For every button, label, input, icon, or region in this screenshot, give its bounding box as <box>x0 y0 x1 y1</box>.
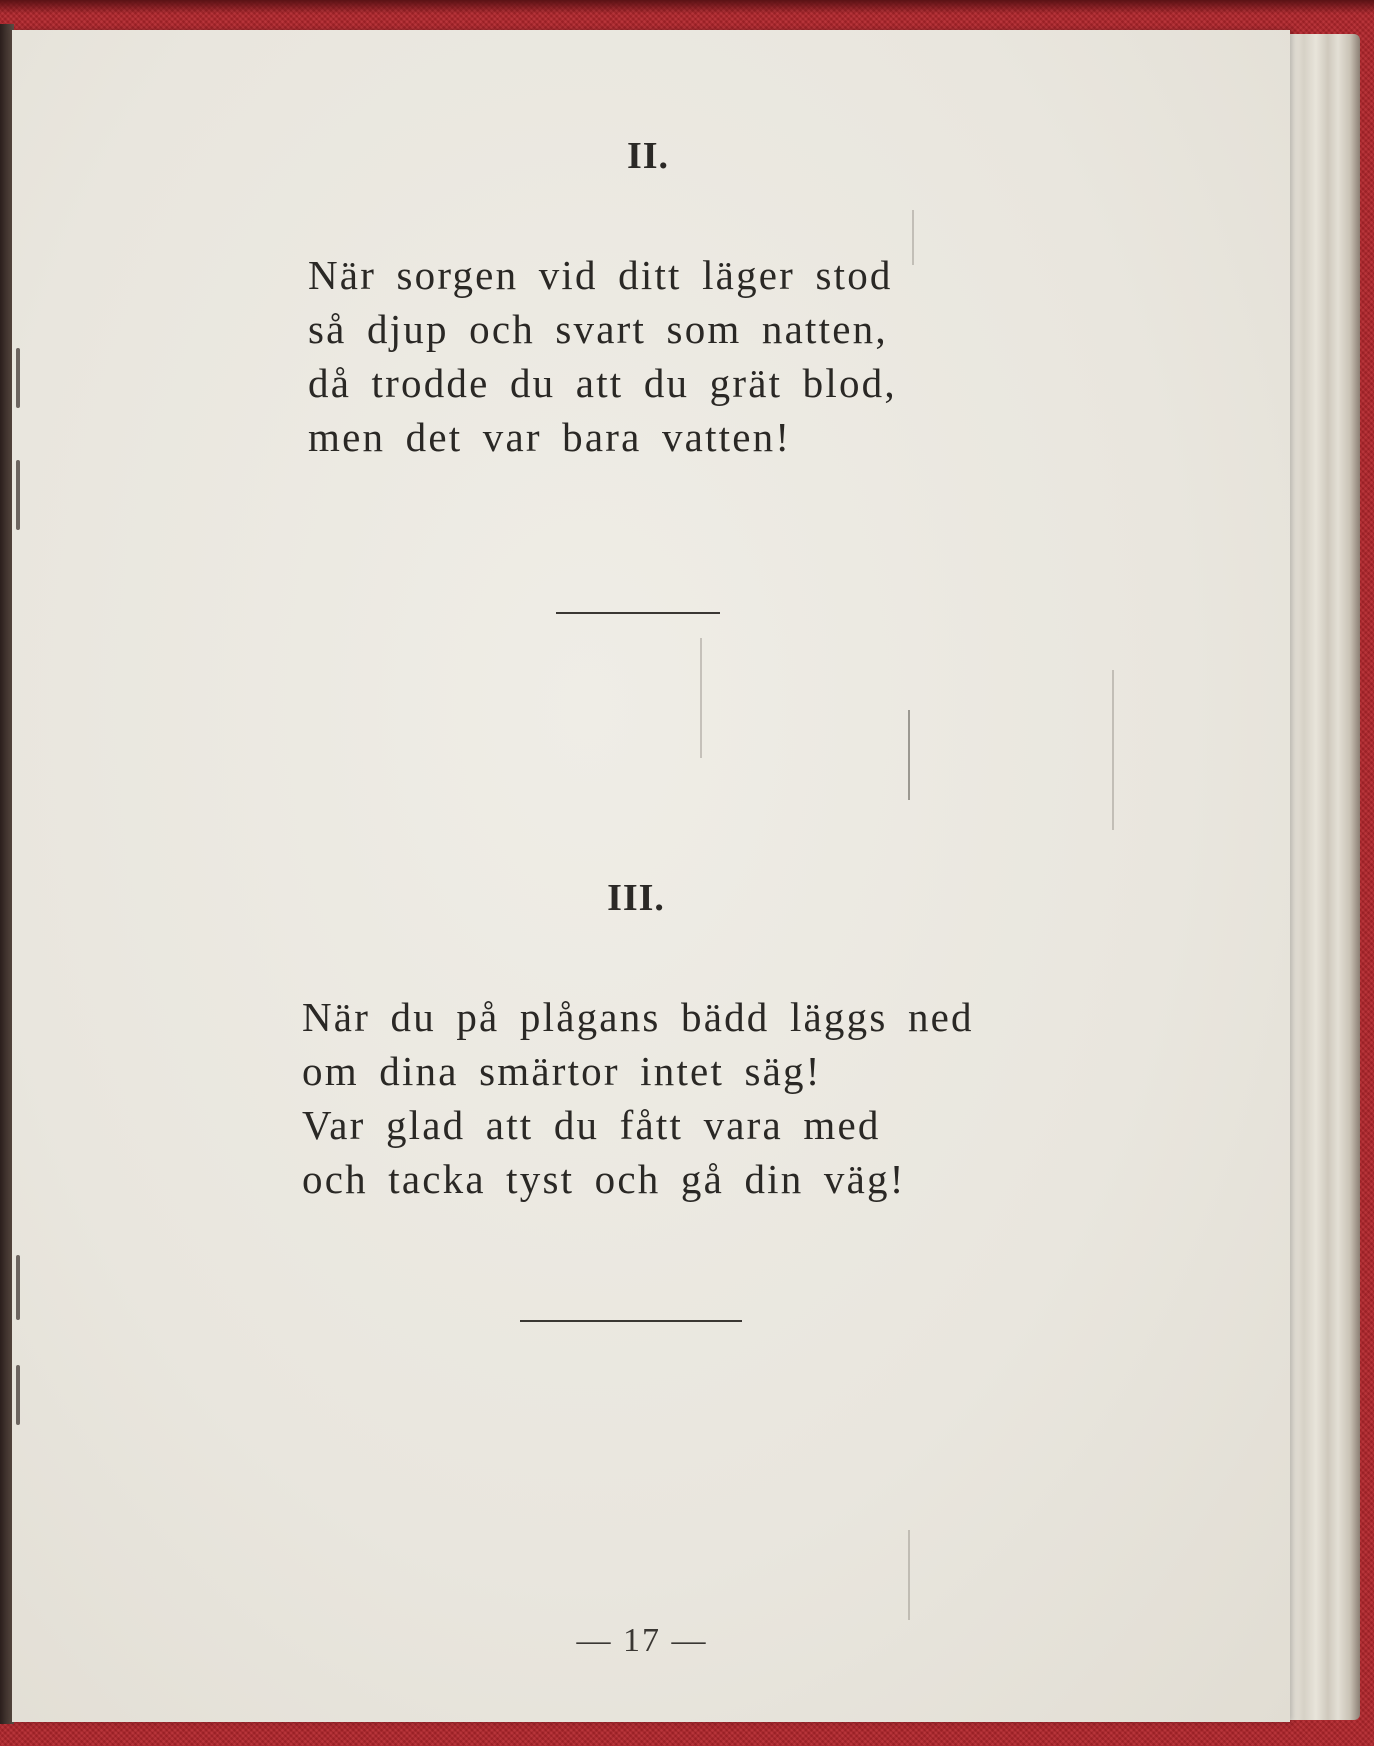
paper-crease <box>908 1530 910 1620</box>
section-ii-stanza <box>308 248 897 464</box>
poem-line: om dina smärtor intet säg! <box>302 1048 822 1094</box>
binding-stitch <box>16 460 20 530</box>
paper-crease <box>700 638 702 758</box>
section-divider <box>520 1320 742 1322</box>
section-divider <box>556 612 720 614</box>
poem-line: Var glad att du fått vara med <box>302 1102 881 1148</box>
section-ii-heading: II. <box>626 135 670 177</box>
section-iii-stanza <box>302 990 974 1206</box>
poem-line: När du på plågans bädd läggs ned <box>302 994 974 1040</box>
binding-stitch <box>16 1365 20 1425</box>
book-page <box>12 30 1290 1722</box>
poem-line: När sorgen vid ditt läger stod <box>308 252 893 298</box>
poem-line: och tacka tyst och gå din väg! <box>302 1156 906 1202</box>
poem-line: men det var bara vatten! <box>308 414 792 460</box>
cover-shadow <box>0 0 1374 14</box>
paper-crease <box>912 210 914 265</box>
paper-crease <box>1112 670 1114 830</box>
poem-line: så djup och svart som natten, <box>308 306 888 352</box>
binding-stitch <box>16 1255 20 1320</box>
section-iii-heading: III. <box>607 877 665 919</box>
poem-line: då trodde du att du grät blod, <box>308 360 897 406</box>
binding-stitch <box>16 348 20 408</box>
page-number: — 17 — <box>576 1622 708 1659</box>
paper-crease <box>908 710 910 800</box>
